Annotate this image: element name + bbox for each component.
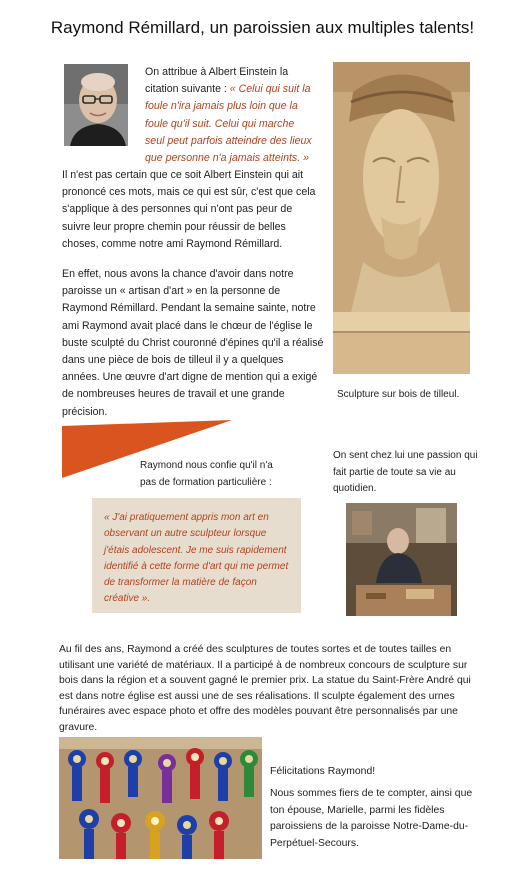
- raymond-portrait-photo: [64, 64, 128, 146]
- quote-box: [92, 498, 301, 613]
- felicitations-text: Félicitations Raymond!: [270, 766, 376, 777]
- award-ribbons-photo: [59, 737, 262, 859]
- confie-text: Raymond nous confie qu'il n'a pas de formation particulière :: [140, 460, 273, 488]
- raymond-quote: « J'ai pratiquement appris mon art en observant un autre sculpteur lorsque j'étais adolescent. Je me suis rapidement identifié à cette forme d'art qui me permet de transformer la matière de façon créative ».: [104, 512, 289, 605]
- paragraph-artisan: En effet, nous avons la chance d'avoir dans notre paroisse un « artisan d'art » en la personne de Raymond Rémillard. Pendant la semaine sainte, notre ami Raymond avait placé dans le chœur de l'église le buste sculpté du Christ couronné d'épines qu'il a réalisé dans une pièce de bois de tilleul il y a quelques années. Une œuvre d'art digne de mention qui a exigé de nombreuses heures de travail et une grande précision.: [62, 268, 324, 418]
- passion-text: On sent chez lui une passion qui fait partie de toute sa vie au quotidien.: [333, 450, 478, 494]
- closing-text: Nous sommes fiers de te compter, ainsi que ton épouse, Marielle, parmi les fidèles paroissiens de la paroisse Notre-Dame-du-Perpétuel-Secours.: [270, 788, 473, 849]
- intro-lead: [145, 64, 315, 167]
- workshop-photo: [346, 503, 457, 616]
- article-title: Raymond Rémillard, un paroissien aux multiples talents!: [50, 18, 475, 37]
- sculpture-caption: Sculpture sur bois de tilleul.: [337, 389, 460, 400]
- intro-lead-text: On attribue à Albert Einstein la citation suivante :: [145, 66, 289, 96]
- christ-sculpture-photo: [333, 62, 470, 374]
- intro-continuation: [62, 167, 317, 253]
- einstein-quote: « Celui qui suit la foule n'ira jamais plus loin que la foule qu'il suit. Celui qui marche seul peut parfois atteindre des lieux que personne n'a jamais atteints. »: [145, 83, 312, 165]
- intro-after-quote: Il n'est pas certain que ce soit Albert Einstein qui ait prononcé ces mots, mais ce qui est sûr, c'est que cela s'applique à des personnes qui n'ont pas peur de suivre leur propre chemin pour réussir de belles choses, comme notre ami Raymond Rémillard.: [62, 169, 316, 250]
- paragraph-career: Au fil des ans, Raymond a créé des sculptures de toutes sortes et de toutes tailles en utilisant une variété de matériaux. Il a participé à de nombreux concours de sculpture sur bois dans la région et a souvent gagné le premier prix. La statue du Saint-Frère André qui est dans notre église est aussi une de ses réalisations. Il sculpte également des urnes funéraires avec espace photo et offre des modèles pouvant être personnalisés par une gravure.: [59, 644, 471, 733]
